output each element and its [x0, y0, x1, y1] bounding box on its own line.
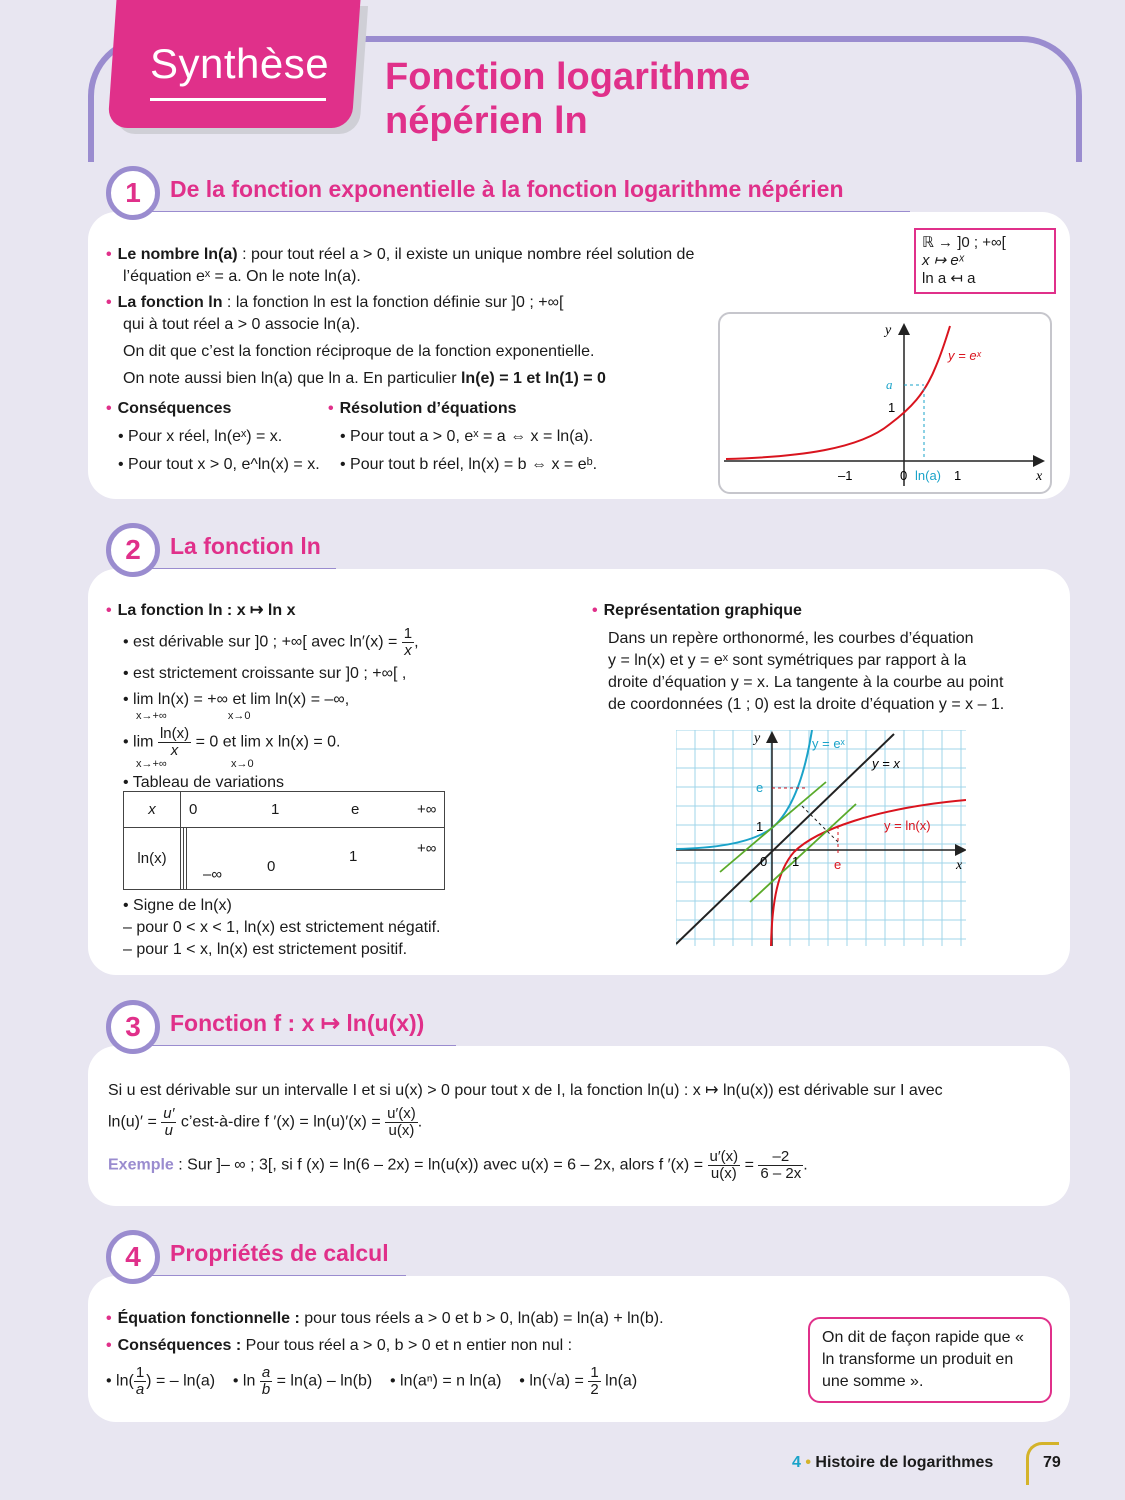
- s2-repr-label: Représentation graphique: [603, 602, 802, 619]
- s2-table-x2: e: [351, 801, 360, 818]
- s1-graph-one-label: 1: [888, 400, 896, 415]
- s2-graph-zero-label: 0: [760, 854, 768, 869]
- footer-separator: •: [805, 1454, 811, 1471]
- s1-bijection-box: [914, 228, 1056, 294]
- s2-table-x1: 1: [271, 801, 280, 818]
- s4-p2-b: = ln(a) – ln(b): [276, 1372, 373, 1390]
- s2-right-block: • Représentation graphique Dans un repère orthonormé, les courbes d’équation y = ln(x) et y = eˣ sont symétriques par rapport à la droite d’équation y = x. La tangente à la courbe au point de coordonnées (1 ; 0) est la droite d’équation y = x – 1.: [592, 600, 1062, 716]
- s2-table-x3: +∞: [417, 801, 437, 818]
- s2-signe-block: [123, 895, 593, 961]
- s2-limites1: • lim ln(x) = +∞ et lim ln(x) = –∞,: [123, 691, 350, 708]
- section-3-number: 3: [106, 1000, 160, 1054]
- s2-fonction-label: La fonction ln : x ↦ ln x: [117, 602, 296, 619]
- s2-graph-one-label: 1: [756, 819, 764, 834]
- s2-ln-graph: [676, 730, 966, 946]
- s2-ln-curve: [771, 800, 966, 946]
- s4-block: • Équation fonctionnelle : pour tous réels a > 0 et b > 0, ln(ab) = ln(a) + ln(b). • Conséquences : Pour tous réel a > 0, b > 0 et n entier non nul : • ln( $\frac{1}{a}$ ) = – ln(a) • ln $\frac{a}{b}$ = ln(a) – ln(b) • ln(aⁿ) = n ln(a) • ln(√a) = $\frac{1}{2}$ ln(a): [106, 1310, 664, 1398]
- s3-frac-u: $\frac{u'}{u}$: [163, 1105, 175, 1139]
- s4-p3: • ln(aⁿ) = n ln(a): [390, 1372, 502, 1390]
- s1-reciproque: On dit que c’est la fonction réciproque de la fonction exponentielle.: [123, 343, 595, 360]
- s2-limites2-sub: x→+∞ x→0: [136, 758, 254, 770]
- page-title-line2: népérien ln: [385, 100, 588, 142]
- s2-exp-curve: [676, 730, 812, 849]
- s2-signe-2: – pour 1 < x, ln(x) est strictement positif.: [123, 941, 408, 958]
- section-1-number: 1: [106, 166, 160, 220]
- s1-particulier: ln(e) = 1 et ln(1) = 0: [460, 370, 606, 387]
- s2-derivable: • est dérivable sur ]0 ; +∞[ avec ln′(x) =: [123, 633, 398, 651]
- s1-graph-tick-1: 1: [954, 468, 962, 483]
- s1-graph-tick-lna: ln(a): [915, 468, 942, 483]
- s1-consequences-label: Conséquences: [117, 400, 232, 417]
- s2-limites1-sub: x→+∞ x→0: [136, 710, 251, 722]
- s4-p1-frac: $\frac{1}{a}$: [135, 1364, 145, 1398]
- s1-box-line1: ℝ → ]0 ; +∞[: [922, 234, 1006, 251]
- s2-graph-e-x-label: e: [834, 857, 842, 872]
- s4-note-box: On dit de façon rapide que « ln transforme un produit en une somme ».: [808, 1317, 1052, 1403]
- s2-tangent-exp: [720, 782, 826, 872]
- s3-ex-eq: =: [744, 1156, 754, 1174]
- s2-limites2-frac: $\frac{\ln(x)}{x}$: [159, 725, 190, 759]
- s2-tangent-ln: [750, 804, 856, 902]
- s4-eq-text: pour tous réels a > 0 et b > 0, ln(ab) = ln(a) + ln(b).: [299, 1310, 664, 1327]
- s2-tableau-label: • Tableau de variations: [123, 774, 284, 791]
- section-3-title: Fonction f : x ↦ ln(u(x)): [170, 1010, 425, 1036]
- s4-cons-text: Pour tous réel a > 0, b > 0 et n entier non nul :: [241, 1337, 573, 1354]
- s1-graph-curve-label: y = eˣ: [948, 348, 981, 363]
- synthese-tab-underline: [150, 98, 326, 101]
- s2-croissante: • est strictement croissante sur ]0 ; +∞[ ,: [123, 665, 407, 682]
- s4-p4-frac: $\frac{1}{2}$: [590, 1364, 599, 1398]
- s1-graph-tick-0: 0: [900, 468, 908, 483]
- s2-table-zero: 0: [267, 858, 276, 875]
- s2-table-f-header: ln(x): [124, 828, 181, 890]
- s2-graph-id-label: y = x: [872, 756, 900, 771]
- footer-chapter-title: Histoire de logarithmes: [815, 1454, 994, 1471]
- s1-exp-curve: [726, 326, 950, 459]
- s2-limites2-b: = 0 et lim x ln(x) = 0.: [195, 733, 341, 751]
- s1-consequence-2: • Pour tout x > 0, e^ln(x) = x.: [118, 456, 320, 473]
- s2-derivable-frac: $\frac{1}{x}$: [403, 625, 413, 659]
- s1-fonction-label: La fonction ln: [117, 294, 223, 311]
- s2-table-x-row: [181, 792, 445, 828]
- footer-page-number: 79: [1043, 1454, 1061, 1471]
- s2-signe-label: • Signe de ln(x): [123, 897, 232, 914]
- s1-consequence-1: • Pour x réel, ln(eˣ) = x.: [118, 428, 283, 445]
- s4-p1-a: • ln(: [106, 1372, 134, 1390]
- s1-box-line2: x ↦ eˣ: [922, 252, 964, 269]
- s3-block: [108, 1080, 1058, 1182]
- s2-left-block: • La fonction ln : x ↦ ln x • est dérivable sur ]0 ; +∞[ avec ln′(x) = $\frac{1}{x}$ , • est strictement croissante sur ]0 ; +∞[ , • lim ln(x) = +∞ et lim ln(x) = –∞, x→+∞ x→0 • lim $\frac{\ln(x)}{x}$ = 0 et lim x ln(x) = 0. x→+∞ x→0 • Tableau de variations: [106, 600, 576, 794]
- s2-table-x-header: x: [124, 792, 181, 828]
- s3-line1: Si u est dérivable sur un intervalle I et si u(x) > 0 pour tout x de I, la fonction ln(u) : x ↦ ln(u(x)) est dérivable sur I avec: [108, 1082, 943, 1099]
- s3-exemple-label: Exemple: [108, 1156, 174, 1174]
- footer-chapter-number: 4: [792, 1454, 801, 1471]
- s2-repr-line1: Dans un repère orthonormé, les courbes d’équation: [608, 630, 974, 647]
- s3-ex-end: .: [803, 1156, 808, 1174]
- s2-signe-1: – pour 0 < x < 1, ln(x) est strictement négatif.: [123, 919, 441, 936]
- s2-graph-x-label: x: [956, 858, 963, 873]
- s3-frac-ux: $\frac{u'(x)}{u(x)}$: [387, 1105, 416, 1139]
- s2-identity-line: [676, 734, 894, 944]
- s2-table-double-bar: [183, 828, 187, 890]
- s3-l2-b: c’est-à-dire f ′(x) = ln(u)′(x) =: [180, 1113, 381, 1131]
- s2-table-minus-inf: –∞: [203, 866, 223, 883]
- section-4-number: 4: [106, 1230, 160, 1284]
- s2-repr-line4: de coordonnées (1 ; 0) est la droite d’équation y = x – 1.: [608, 696, 1005, 713]
- s1-fonction-text1: : la fonction ln est la fonction définie sur ]0 ; +∞[: [222, 294, 564, 311]
- s1-graph-tick-minus1: –1: [838, 468, 853, 483]
- s2-table-plus-inf: +∞: [417, 840, 437, 857]
- s2-limites2-a: • lim: [123, 733, 154, 751]
- s2-grid: [676, 730, 966, 946]
- s3-exemple-text: : Sur ]– ∞ ; 3[, si f (x) = ln(6 – 2x) = ln(u(x)) avec u(x) = 6 – 2x, alors f ′(x) =: [173, 1156, 704, 1174]
- s3-l2-c: .: [417, 1113, 423, 1131]
- s3-ex-frac2: $\frac{-2}{6 - 2x}$: [760, 1148, 802, 1182]
- synthese-tab-label: Synthèse: [150, 40, 330, 87]
- s3-ex-frac1: $\frac{u'(x)}{u(x)}$: [709, 1148, 739, 1182]
- s2-graph-ln-label: y = ln(x): [884, 818, 931, 833]
- s2-graph-y-label: y: [754, 731, 761, 746]
- s2-table-one: 1: [349, 848, 358, 865]
- s1-nombre-text1: : pour tout réel a > 0, il existe un unique nombre réel solution de: [237, 246, 695, 263]
- s1-nombre-text2: l’équation eˣ = a. On le note ln(a).: [123, 268, 361, 285]
- page-title-line1: Fonction logarithme: [385, 56, 751, 98]
- s4-p2-a: • ln: [232, 1372, 256, 1390]
- s4-p1-b: ) = – ln(a): [146, 1372, 216, 1390]
- s4-p4-a: • ln(√a) =: [519, 1372, 584, 1390]
- page-title: [385, 55, 750, 143]
- s2-table-x0: 0: [189, 801, 198, 818]
- section-1-title: De la fonction exponentielle à la fonction logarithme népérien: [170, 176, 844, 202]
- s3-l2-a: ln(u)′ =: [108, 1113, 157, 1131]
- s2-repr-line2: y = ln(x) et y = eˣ sont symétriques par rapport à la: [608, 652, 967, 669]
- s4-eq-label: Équation fonctionnelle :: [117, 1310, 300, 1327]
- s1-text-block: • Le nombre ln(a) : pour tout réel a > 0, il existe un unique nombre réel solution de l’équation eˣ = a. On le note ln(a). • La fonction ln : la fonction ln est la fonction définie sur ]0 ; +∞[ qui à tout réel a > 0 associe ln(a). On dit que c’est la fonction réciproque de la fonction exponentielle. On note aussi bien ln(a) que ln a. En particulier ln(e) = 1 et ln(1) = 0: [106, 244, 786, 390]
- s1-resolution-2: • Pour tout b réel, ln(x) = b ⇔ x = eᵇ.: [340, 456, 598, 473]
- s2-graph-one-x-label: 1: [792, 854, 800, 869]
- s1-resolution-label: Résolution d’équations: [339, 400, 517, 417]
- s1-exp-graph-svg: [720, 314, 1050, 492]
- section-2-title: La fonction ln: [170, 533, 321, 559]
- s1-nombre-label: Le nombre ln(a): [117, 246, 238, 263]
- s1-exp-graph: [718, 312, 1052, 494]
- s1-graph-a-label: a: [886, 377, 893, 392]
- s1-graph-x-label: x: [1036, 469, 1043, 484]
- s1-consequences: • Conséquences • Pour x réel, ln(eˣ) = x. • Pour tout x > 0, e^ln(x) = x.: [106, 398, 326, 476]
- s1-resolution-1: • Pour tout a > 0, eˣ = a ⇔ x = ln(a).: [340, 428, 594, 445]
- section-4-title: Propriétés de calcul: [170, 1240, 389, 1266]
- s1-box-line3: ln a ↤ a: [922, 270, 976, 287]
- s2-repr-line3: droite d’équation y = x. La tangente à la courbe au point: [608, 674, 1004, 691]
- footer-chapter: [792, 1454, 993, 1472]
- section-2-number: 2: [106, 523, 160, 577]
- s4-cons-label: Conséquences :: [117, 1337, 242, 1354]
- s4-p4-b: ln(a): [605, 1372, 638, 1390]
- s4-p2-frac: $\frac{a}{b}$: [261, 1364, 271, 1398]
- s1-fonction-text2: qui à tout réel a > 0 associe ln(a).: [123, 316, 361, 333]
- s1-note-aussi: On note aussi bien ln(a) que ln a. En particulier: [123, 370, 461, 387]
- s2-graph-e-y-label: e: [756, 780, 764, 795]
- s2-variation-table: [123, 791, 445, 890]
- s1-graph-y-label: y: [885, 323, 892, 338]
- s2-graph-exp-label: y = eˣ: [812, 736, 845, 751]
- s1-resolution: • Résolution d’équations • Pour tout a > 0, eˣ = a ⇔ x = ln(a). • Pour tout b réel, ln(x) = b ⇔ x = eᵇ.: [328, 398, 658, 476]
- s2-table-f-row: [181, 828, 445, 890]
